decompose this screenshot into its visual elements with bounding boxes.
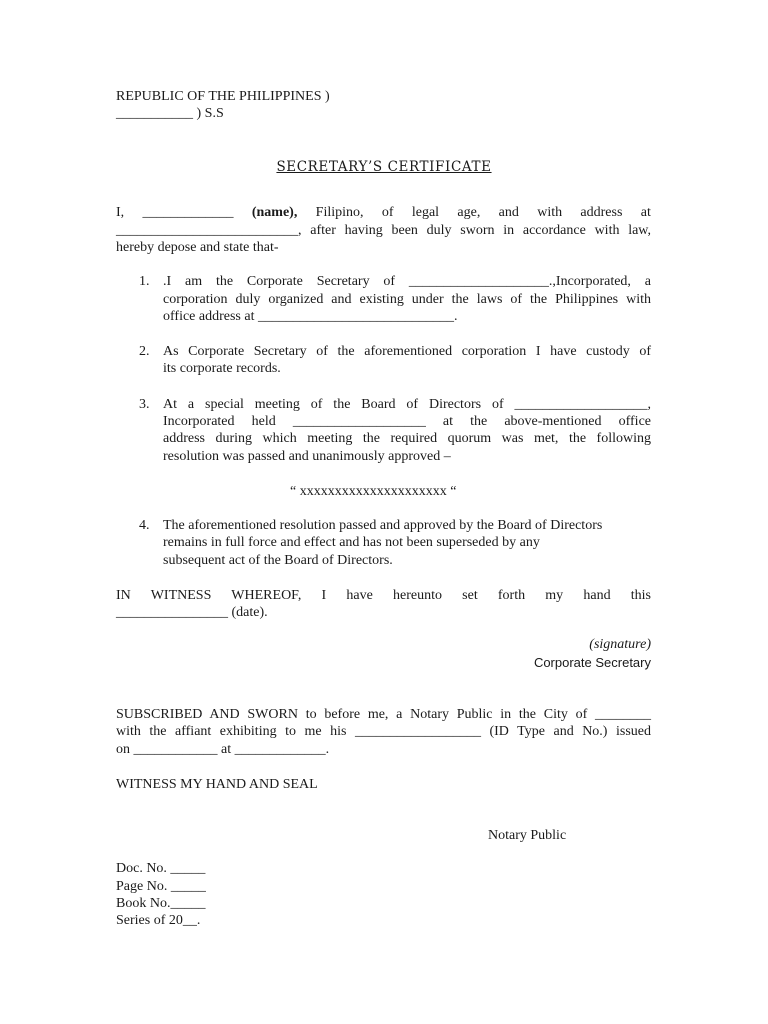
header-ss: ___________ ) S.S xyxy=(116,106,224,121)
item-2-line-2: its corporate records. xyxy=(163,361,281,376)
item-1-line-3: office address at ____________________________. xyxy=(163,309,458,324)
item-number: 2. xyxy=(139,344,150,359)
item-3-line-4: resolution was passed and unanimously approved – xyxy=(163,449,451,464)
page-number: Page No. _____ xyxy=(116,879,206,894)
signature-label: (signature) xyxy=(589,637,651,652)
item-3-line-3: address during which meeting the required quorum was met, the following xyxy=(163,431,651,446)
jurat-line-3: on ____________ at _____________. xyxy=(116,742,330,757)
item-3-line-2: Incorporated held ___________________ at the above-mentioned office xyxy=(163,414,651,429)
intro-word: at xyxy=(640,205,651,220)
series-number: Series of 20__. xyxy=(116,913,201,928)
doc-number: Doc. No. _____ xyxy=(116,861,206,876)
intro-word: age, xyxy=(457,205,481,220)
intro-line-3: hereby depose and state that- xyxy=(116,240,279,255)
witness-line-2: ________________ (date). xyxy=(116,605,268,620)
item-number: 3. xyxy=(139,397,150,412)
signature-title: Corporate Secretary xyxy=(533,655,651,670)
name-blank: _____________ xyxy=(142,205,234,220)
intro-word: I, xyxy=(116,205,125,220)
intro-line-2: __________________________, after having been duly sworn in accordance with law, xyxy=(116,223,651,238)
intro-word: address xyxy=(580,205,623,220)
book-number: Book No._____ xyxy=(116,896,206,911)
intro-word: legal xyxy=(411,205,440,220)
witness-seal: WITNESS MY HAND AND SEAL xyxy=(116,777,318,792)
item-3-line-1: At a special meeting of the Board of Directors of ___________________, xyxy=(163,397,651,412)
item-number: 1. xyxy=(139,274,150,289)
item-4-line-2: remains in full force and effect and has not been superseded by any xyxy=(163,535,540,550)
resolution-text: “ xxxxxxxxxxxxxxxxxxxxx “ xyxy=(290,484,457,499)
item-4-line-3: subsequent act of the Board of Directors. xyxy=(163,553,393,568)
intro-word: and xyxy=(498,205,519,220)
item-4-line-1: The aforementioned resolution passed and approved by the Board of Directors xyxy=(163,518,603,533)
item-1-line-2: corporation duly organized and existing under the laws of the Philippines with xyxy=(163,292,651,307)
intro-word: of xyxy=(381,205,394,220)
item-number: 4. xyxy=(139,518,150,533)
item-2-line-1: As Corporate Secretary of the aforementioned corporation I have custody of xyxy=(163,344,651,359)
jurat-line-1: SUBSCRIBED AND SWORN to before me, a Notary Public in the City of ________ xyxy=(116,707,651,722)
header-republic: REPUBLIC OF THE PHILIPPINES ) xyxy=(116,89,330,104)
intro-word: with xyxy=(537,205,563,220)
witness-line-1: IN WITNESS WHEREOF, I have hereunto set forth my hand this xyxy=(116,588,651,603)
notary-public: Notary Public xyxy=(488,828,567,843)
item-1-line-1: .I am the Corporate Secretary of ____________________.,Incorporated, a xyxy=(163,274,651,289)
intro-word: Filipino, xyxy=(315,205,364,220)
jurat-line-2: with the affiant exhibiting to me his __________________ (ID Type and No.) issued xyxy=(116,724,651,739)
name-label: (name), xyxy=(251,205,298,220)
page-title: SECRETARY’S CERTIFICATE xyxy=(276,159,492,175)
intro-line-1 xyxy=(116,204,651,221)
